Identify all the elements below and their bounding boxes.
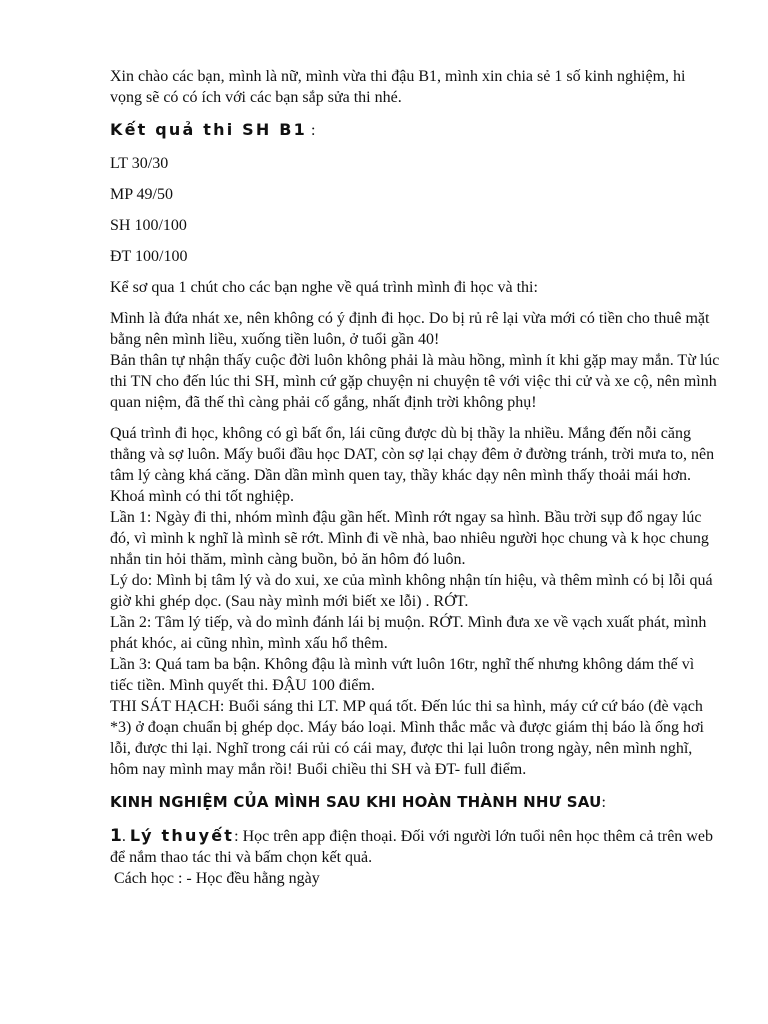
- story-line: THI SÁT HẠCH: Buổi sáng thi LT. MP quá tốt. Đến lúc thi sa hình, máy cứ cứ báo (đè vạch *3) ở đoạn chuẩn bị ghép dọc. Máy báo loại. Mình thắc mắc và được giám thị báo là ống hơi lỗi, được thi lại. Nghĩ trong cái rủi có cái may, được thi lại luôn trong ngày, nên mình nghĩ, hôm nay mình may mắn rồi! Buổi chiều thi SH và ĐT- full điểm.: [110, 698, 704, 778]
- experience-heading: [110, 790, 720, 815]
- section-title: Lý thuyết: [129, 826, 235, 845]
- story-paragraph-2: [110, 423, 720, 780]
- result-lt: LT 30/30: [110, 155, 169, 172]
- section-theory-text: [110, 825, 720, 868]
- document-page: [110, 66, 720, 889]
- result-dt: ĐT 100/100: [110, 248, 188, 265]
- section-number: 1: [110, 826, 122, 846]
- experience-heading-title: KINH NGHIỆM CỦA MÌNH SAU KHI HOÀN THÀNH NHƯ SAU: [110, 793, 602, 811]
- story-line: Mình là đứa nhát xe, nên không có ý định đi học. Do bị rủ rê lại vừa mới có tiền cho thuê mặt bằng nên mình liều, xuống tiền luôn, ở tuổi gần 40!: [110, 310, 710, 348]
- story-line: Bản thân tự nhận thấy cuộc đời luôn không phải là màu hồng, mình ít khi gặp may mắn. Từ lúc thi TN cho đến lúc thi SH, mình cứ gặp chuyện ni chuyện tê với việc thi cử và xe cộ, nên mình quan niệm, đã thế thì càng phải cố gắng, nhất định trời không phụ!: [110, 352, 720, 411]
- story-line: Khoá mình có thi tốt nghiệp.: [110, 488, 294, 505]
- result-mp: MP 49/50: [110, 186, 173, 203]
- section-method: Cách học : - Học đều hằng ngày: [110, 870, 320, 887]
- intro-paragraph: Xin chào các bạn, mình là nữ, mình vừa thi đậu B1, mình xin chia sẻ 1 số kinh nghiệm, hi vọng sẽ có có ích với các bạn sắp sửa thi nhé.: [110, 68, 686, 106]
- story-line: Quá trình đi học, không có gì bất ổn, lái cũng được dù bị thầy la nhiều. Mắng đến nỗi căng thẳng và sợ luôn. Mấy buổi đầu học DAT, còn sợ lại chạy đêm ở đường tránh, trời mưa to, nên tâm lý càng khá căng. Dần dần mình quen tay, thầy khác dạy nên mình thấy thoải mái hơn.: [110, 425, 715, 484]
- results-heading-title: Kết quả thi SH B1: [110, 120, 307, 139]
- story-line: Lần 3: Quá tam ba bận. Không đậu là mình vứt luôn 16tr, nghĩ thế nhưng không dám thế vì tiếc tiền. Mình quyết thi. ĐẬU 100 điểm.: [110, 656, 695, 694]
- results-heading-suffix: :: [307, 122, 316, 139]
- story-line: Lần 2: Tâm lý tiếp, và do mình đánh lái bị muộn. RỚT. Mình đưa xe về vạch xuất phát, mình phát khóc, ai cũng nhìn, mình xấu hổ thêm.: [110, 614, 707, 652]
- result-sh: SH 100/100: [110, 217, 187, 234]
- experience-heading-suffix: :: [601, 794, 606, 811]
- results-heading: [110, 118, 720, 143]
- story-paragraph-1: [110, 308, 720, 413]
- section-dot: .: [121, 828, 130, 845]
- section-body: : Học trên app điện thoại. Đối với người lớn tuổi nên học thêm cả trên web để nắm thao tác thi và bấm chọn kết quả.: [110, 828, 713, 866]
- section-theory: [110, 825, 720, 889]
- story-line: Lý do: Mình bị tâm lý và do xui, xe của mình không nhận tín hiệu, và thêm mình có bị lỗi quá giờ khi ghép dọc. (Sau này mình mới biết xe lỗi) . RỚT.: [110, 572, 713, 610]
- story-line: Lần 1: Ngày đi thi, nhóm mình đậu gần hết. Mình rớt ngay sa hình. Bầu trời sụp đổ ngay lúc đó, vì mình k nghĩ là mình sẽ rớt. Mình đi về nhà, bao nhiêu người học chung và k học chung nhắn tin hỏi thăm, mình càng buồn, bỏ ăn hôm đó luôn.: [110, 509, 709, 568]
- summary-intro: Kể sơ qua 1 chút cho các bạn nghe về quá trình mình đi học và thi:: [110, 279, 538, 296]
